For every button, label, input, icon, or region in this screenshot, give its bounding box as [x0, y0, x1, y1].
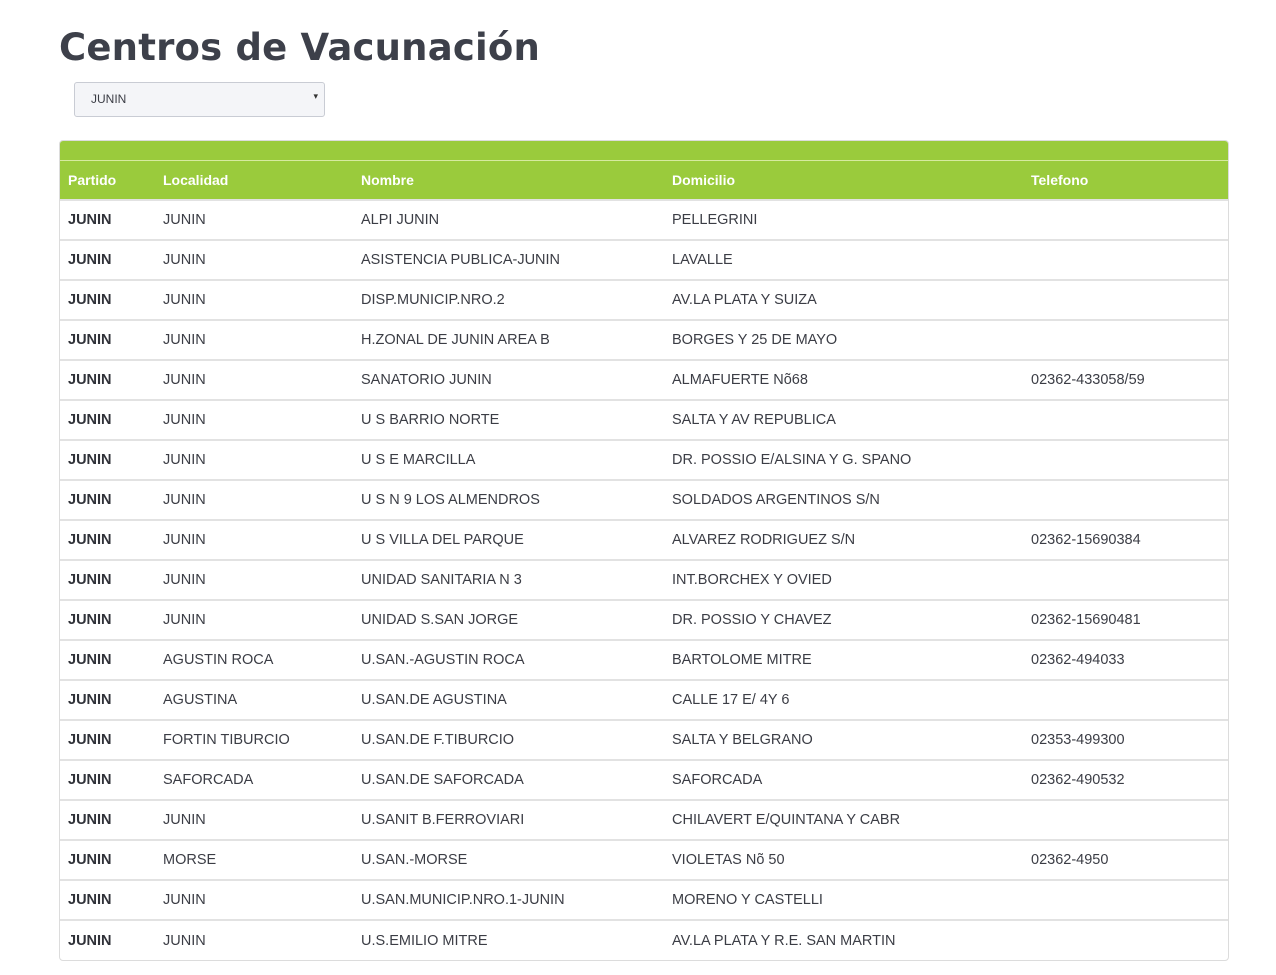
cell-telefono: 02362-433058/59 [1031, 372, 1145, 388]
table-row [60, 480, 1228, 520]
cell-nombre: U.SANIT B.FERROVIARI [361, 812, 525, 828]
table-row [60, 880, 1228, 920]
cell-localidad: JUNIN [163, 492, 206, 508]
table-row [60, 240, 1228, 280]
cell-nombre: ASISTENCIA PUBLICA-JUNIN [361, 252, 561, 268]
partido-select[interactable] [74, 82, 325, 117]
cell-nombre: U.SAN.MUNICIP.NRO.1-JUNIN [361, 892, 565, 908]
table-row [60, 720, 1228, 760]
cell-localidad: JUNIN [163, 372, 206, 388]
column-header-localidad[interactable]: Localidad [155, 161, 353, 200]
vaccination-centers-table-card [59, 140, 1229, 961]
column-header-telefono[interactable]: Telefono [1023, 161, 1228, 200]
cell-partido: JUNIN [68, 652, 112, 668]
cell-telefono: 02362-15690481 [1031, 612, 1141, 628]
cell-telefono [1023, 800, 1228, 840]
cell-domicilio: CALLE 17 E/ 4Y 6 [672, 692, 790, 708]
cell-partido: JUNIN [68, 772, 112, 788]
cell-partido: JUNIN [68, 812, 112, 828]
cell-nombre: U.SAN.-MORSE [361, 852, 468, 868]
cell-nombre: UNIDAD S.SAN JORGE [361, 612, 519, 628]
cell-telefono: 02362-494033 [1031, 652, 1125, 668]
cell-nombre: U S VILLA DEL PARQUE [361, 532, 524, 548]
cell-partido: JUNIN [68, 532, 112, 548]
cell-localidad: JUNIN [163, 612, 206, 628]
cell-domicilio: CHILAVERT E/QUINTANA Y CABR [672, 812, 901, 828]
chevron-down-icon: ▾ [313, 92, 318, 102]
cell-domicilio: ALMAFUERTE Nõ68 [672, 372, 808, 388]
cell-nombre: U.SAN.DE SAFORCADA [361, 772, 524, 788]
cell-nombre: U.S.EMILIO MITRE [361, 932, 488, 949]
cell-localidad: FORTIN TIBURCIO [163, 732, 290, 748]
cell-partido: JUNIN [68, 892, 112, 908]
cell-nombre: U.SAN.DE F.TIBURCIO [361, 732, 515, 748]
table-row [60, 440, 1228, 480]
table-body [60, 200, 1228, 960]
cell-nombre: ALPI JUNIN [361, 212, 440, 228]
partido-select-value: JUNIN [91, 92, 127, 106]
cell-partido: JUNIN [68, 852, 112, 868]
cell-partido: JUNIN [68, 732, 112, 748]
cell-localidad: JUNIN [163, 412, 206, 428]
cell-telefono [1023, 440, 1228, 480]
column-header-domicilio[interactable]: Domicilio [664, 161, 1023, 200]
table-row [60, 520, 1228, 560]
cell-localidad: JUNIN [163, 932, 206, 949]
cell-nombre: SANATORIO JUNIN [361, 372, 492, 388]
cell-partido: JUNIN [68, 372, 112, 388]
cell-domicilio: AV.LA PLATA Y R.E. SAN MARTIN [672, 932, 896, 949]
cell-telefono [1023, 480, 1228, 520]
cell-nombre: U S N 9 LOS ALMENDROS [361, 492, 540, 508]
table-row [60, 760, 1228, 800]
cell-telefono [1023, 400, 1228, 440]
table-row [60, 560, 1228, 600]
cell-partido: JUNIN [68, 452, 112, 468]
cell-telefono [1023, 240, 1228, 280]
table-row [60, 840, 1228, 880]
cell-telefono: 02362-15690384 [1031, 532, 1141, 548]
cell-domicilio: MORENO Y CASTELLI [672, 892, 823, 908]
page-title: Centros de Vacunación [59, 26, 541, 69]
table-row [60, 320, 1228, 360]
column-header-partido[interactable]: Partido [60, 161, 155, 200]
cell-localidad: JUNIN [163, 532, 206, 548]
cell-localidad: JUNIN [163, 332, 206, 348]
cell-localidad: JUNIN [163, 452, 206, 468]
cell-nombre: U S BARRIO NORTE [361, 412, 500, 428]
cell-telefono [1023, 680, 1228, 720]
table-row [60, 800, 1228, 840]
table-row [60, 680, 1228, 720]
cell-domicilio: AV.LA PLATA Y SUIZA [672, 292, 817, 308]
cell-domicilio: BARTOLOME MITRE [672, 652, 812, 668]
cell-nombre: U.SAN.DE AGUSTINA [361, 692, 507, 708]
cell-localidad: JUNIN [163, 252, 206, 268]
cell-localidad: JUNIN [163, 892, 206, 908]
cell-localidad: AGUSTINA [163, 692, 238, 708]
cell-localidad: JUNIN [163, 572, 206, 588]
cell-domicilio: INT.BORCHEX Y OVIED [672, 572, 832, 588]
cell-telefono [1023, 880, 1228, 920]
cell-telefono: 02353-499300 [1031, 732, 1125, 748]
cell-localidad: JUNIN [163, 292, 206, 308]
column-header-nombre[interactable]: Nombre [353, 161, 664, 200]
cell-domicilio: DR. POSSIO E/ALSINA Y G. SPANO [672, 452, 912, 468]
cell-partido: JUNIN [68, 332, 112, 348]
cell-partido: JUNIN [68, 492, 112, 508]
cell-partido: JUNIN [68, 412, 112, 428]
cell-partido: JUNIN [68, 572, 112, 588]
cell-nombre: DISP.MUNICIP.NRO.2 [361, 292, 505, 308]
cell-partido: JUNIN [68, 612, 112, 628]
table-row [60, 400, 1228, 440]
cell-partido: JUNIN [68, 292, 112, 308]
table-row [60, 920, 1228, 960]
cell-partido: JUNIN [68, 212, 112, 228]
cell-domicilio: VIOLETAS Nõ 50 [672, 852, 785, 868]
cell-domicilio: SAFORCADA [672, 772, 763, 788]
cell-partido: JUNIN [68, 252, 112, 268]
cell-domicilio: ALVAREZ RODRIGUEZ S/N [672, 532, 856, 548]
cell-domicilio: SALTA Y BELGRANO [672, 732, 813, 748]
cell-nombre: H.ZONAL DE JUNIN AREA B [361, 332, 550, 348]
cell-domicilio: DR. POSSIO Y CHAVEZ [672, 612, 832, 628]
table-top-band [60, 141, 1228, 161]
cell-localidad: MORSE [163, 852, 217, 868]
cell-localidad: SAFORCADA [163, 772, 254, 788]
cell-telefono [1023, 320, 1228, 360]
cell-localidad: JUNIN [163, 212, 206, 228]
vaccination-centers-table [60, 161, 1228, 960]
cell-telefono [1023, 560, 1228, 600]
cell-domicilio: SALTA Y AV REPUBLICA [672, 412, 836, 428]
cell-localidad: JUNIN [163, 812, 206, 828]
cell-domicilio: LAVALLE [672, 252, 733, 268]
cell-telefono: 02362-490532 [1031, 772, 1125, 788]
cell-localidad: AGUSTIN ROCA [163, 652, 274, 668]
cell-domicilio: PELLEGRINI [672, 212, 758, 228]
table-row [60, 360, 1228, 400]
cell-telefono [1023, 280, 1228, 320]
table-row [60, 640, 1228, 680]
cell-partido: JUNIN [68, 932, 112, 949]
cell-telefono [1023, 920, 1228, 960]
table-row [60, 200, 1228, 240]
cell-telefono: 02362-4950 [1031, 852, 1109, 868]
cell-nombre: U.SAN.-AGUSTIN ROCA [361, 652, 525, 668]
cell-nombre: U S E MARCILLA [361, 452, 476, 468]
cell-nombre: UNIDAD SANITARIA N 3 [361, 572, 522, 588]
cell-domicilio: BORGES Y 25 DE MAYO [672, 332, 838, 348]
table-header-row [60, 161, 1228, 200]
cell-domicilio: SOLDADOS ARGENTINOS S/N [672, 492, 880, 508]
cell-telefono [1023, 200, 1228, 240]
table-row [60, 280, 1228, 320]
cell-partido: JUNIN [68, 692, 112, 708]
table-row [60, 600, 1228, 640]
